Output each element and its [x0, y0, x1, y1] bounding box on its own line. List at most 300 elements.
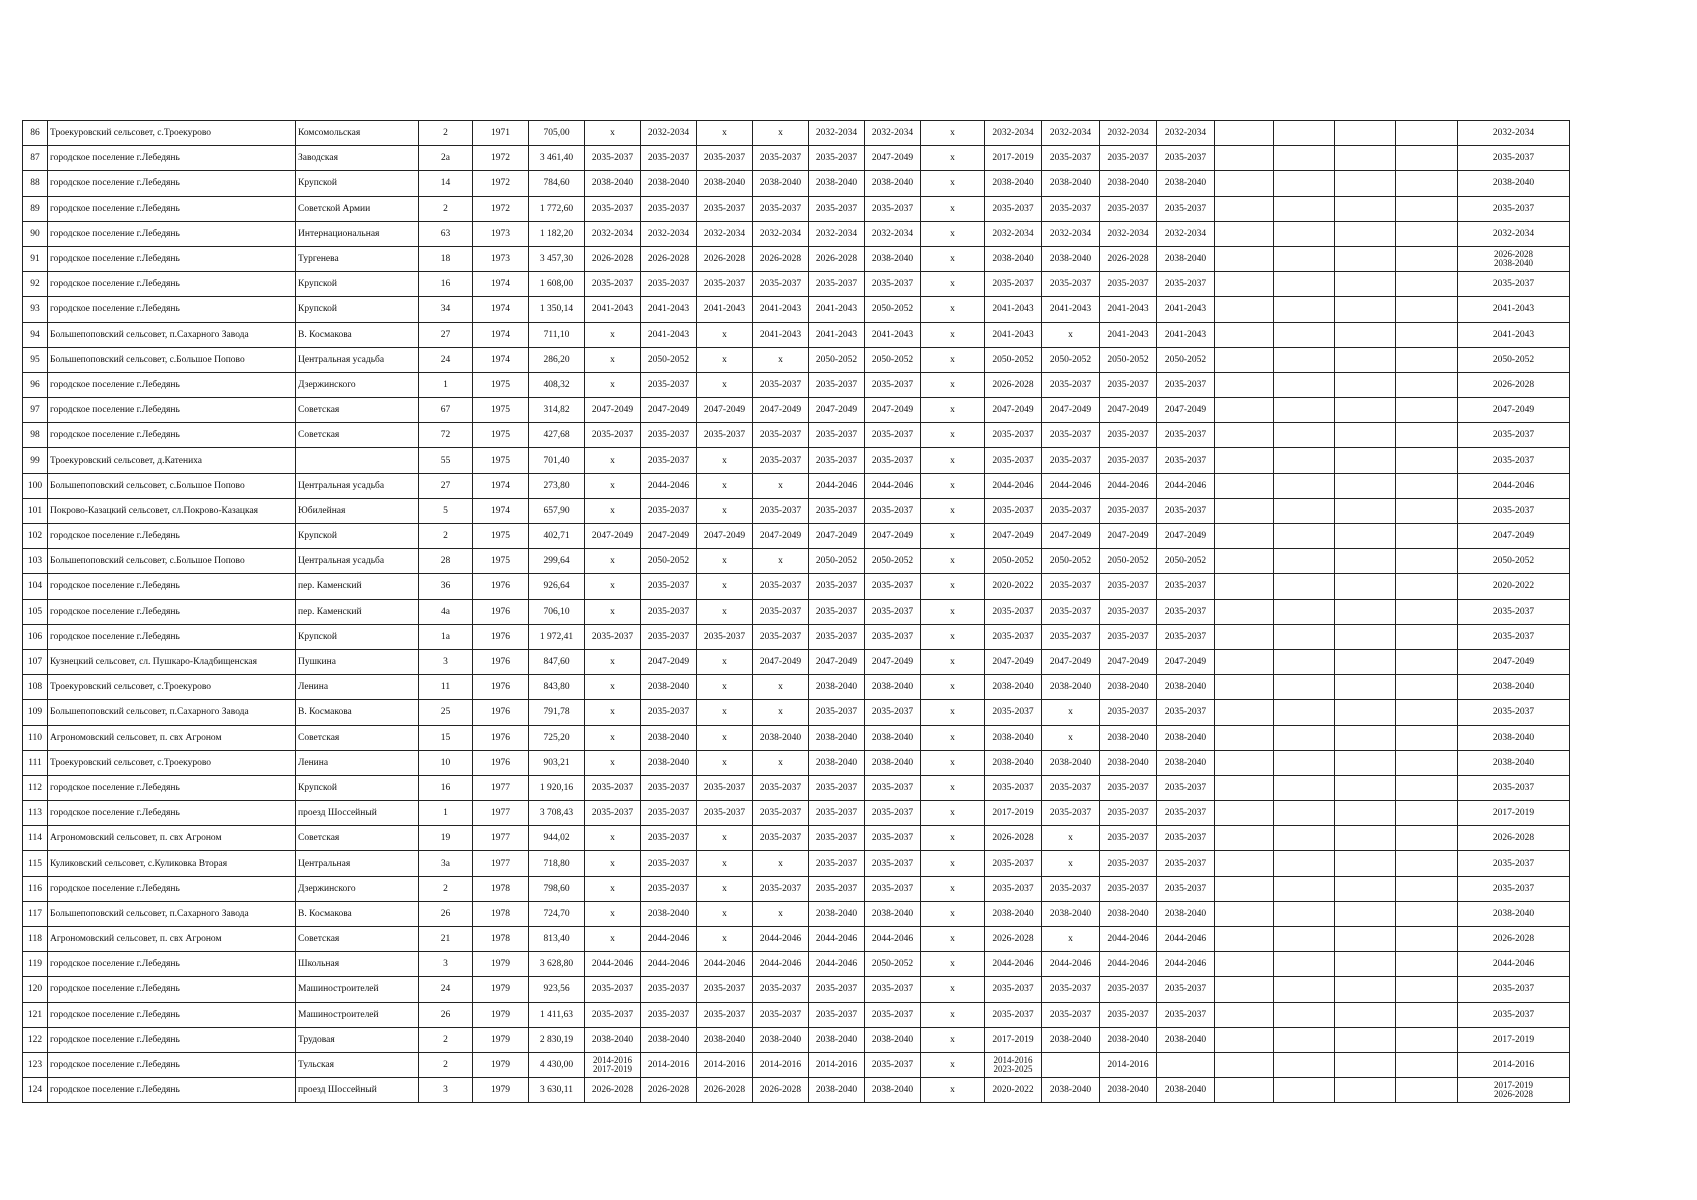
cell-period-col-10: 2047-2049	[1100, 398, 1157, 423]
cell-extra-col-3	[1335, 1052, 1396, 1077]
cell-year-built: 1978	[473, 927, 529, 952]
cell-period-col-10: 2035-2037	[1100, 801, 1157, 826]
cell-extra-col-1	[1215, 549, 1274, 574]
cell-period-col-4: 2035-2037	[753, 423, 809, 448]
cell-period-col-2: 2035-2037	[641, 599, 697, 624]
cell-period-col-3: х	[697, 876, 753, 901]
cell-period-col-7: х	[921, 347, 985, 372]
cell-period-col-1: 2035-2037	[585, 196, 641, 221]
cell-period-col-11: 2038-2040	[1157, 675, 1215, 700]
cell-period-col-1: 2047-2049	[585, 524, 641, 549]
cell-extra-col-2	[1274, 952, 1335, 977]
cell-period-col-6: 2038-2040	[865, 171, 921, 196]
cell-period-col-11: 2038-2040	[1157, 171, 1215, 196]
cell-house-number: 19	[419, 826, 473, 851]
cell-period-col-5: 2047-2049	[809, 398, 865, 423]
cell-period-col-9: 2035-2037	[1042, 272, 1100, 297]
cell-period-col-5: 2050-2052	[809, 549, 865, 574]
table-row	[23, 146, 1570, 171]
cell-period-col-8: 2035-2037	[985, 851, 1042, 876]
cell-period-col-3: 2041-2043	[697, 297, 753, 322]
cell-street: Советской Армии	[296, 196, 419, 221]
cell-period-col-6: 2035-2037	[865, 272, 921, 297]
cell-house-number: 2а	[419, 146, 473, 171]
cell-period-col-5: 2038-2040	[809, 1027, 865, 1052]
cell-area: 1 411,63	[529, 1002, 585, 1027]
cell-overhaul-period: 2035-2037	[1458, 624, 1570, 649]
cell-period-col-10: 2038-2040	[1100, 675, 1157, 700]
cell-period-col-2: 2026-2028	[641, 246, 697, 271]
cell-period-col-5: 2014-2016	[809, 1052, 865, 1077]
cell-period-col-1: х	[585, 826, 641, 851]
cell-overhaul-period: 2017-2019	[1458, 1027, 1570, 1052]
cell-period-col-9: 2035-2037	[1042, 775, 1100, 800]
cell-street: Крупской	[296, 272, 419, 297]
cell-period-col-11: 2035-2037	[1157, 826, 1215, 851]
cell-area: 843,80	[529, 675, 585, 700]
cell-period-col-4: 2035-2037	[753, 372, 809, 397]
table-body	[23, 121, 1570, 1103]
cell-period-col-7: х	[921, 901, 985, 926]
table-row	[23, 826, 1570, 851]
cell-settlement: городское поселение г.Лебедянь	[48, 574, 296, 599]
cell-period-col-5: 2035-2037	[809, 448, 865, 473]
cell-overhaul-period: 2035-2037	[1458, 775, 1570, 800]
cell-period-col-10: 2035-2037	[1100, 448, 1157, 473]
cell-period-col-6: 2050-2052	[865, 297, 921, 322]
cell-period-col-4: 2035-2037	[753, 801, 809, 826]
cell-period-col-7: х	[921, 927, 985, 952]
cell-settlement: Троекуровский сельсовет, с.Троекурово	[48, 675, 296, 700]
cell-extra-col-1	[1215, 448, 1274, 473]
cell-area: 1 608,00	[529, 272, 585, 297]
cell-area: 813,40	[529, 927, 585, 952]
cell-period-col-6: 2032-2034	[865, 121, 921, 146]
cell-extra-col-2	[1274, 146, 1335, 171]
cell-period-col-4: 2035-2037	[753, 498, 809, 523]
cell-period-col-4: 2035-2037	[753, 146, 809, 171]
cell-settlement: Большепоповский сельсовет, с.Большое Попово	[48, 473, 296, 498]
cell-period-col-10: 2035-2037	[1100, 574, 1157, 599]
cell-year-built: 1979	[473, 952, 529, 977]
cell-street: Ленина	[296, 675, 419, 700]
cell-period-col-6: 2047-2049	[865, 524, 921, 549]
cell-period-col-3: 2035-2037	[697, 801, 753, 826]
cell-row-number: 96	[23, 372, 48, 397]
cell-period-col-8: 2035-2037	[985, 448, 1042, 473]
cell-period-col-4: х	[753, 347, 809, 372]
cell-period-col-3: 2032-2034	[697, 221, 753, 246]
cell-period-col-9: 2035-2037	[1042, 372, 1100, 397]
cell-year-built: 1976	[473, 675, 529, 700]
cell-period-col-5: 2035-2037	[809, 977, 865, 1002]
cell-settlement: городское поселение г.Лебедянь	[48, 146, 296, 171]
cell-period-col-8: 2014-2016 2023-2025	[985, 1052, 1042, 1077]
cell-period-col-6: 2035-2037	[865, 574, 921, 599]
table-row	[23, 549, 1570, 574]
cell-street	[296, 448, 419, 473]
cell-period-col-1: х	[585, 927, 641, 952]
cell-extra-col-3	[1335, 246, 1396, 271]
cell-area: 1 182,20	[529, 221, 585, 246]
cell-period-col-9: х	[1042, 826, 1100, 851]
cell-period-col-8: 2047-2049	[985, 524, 1042, 549]
cell-period-col-5: 2038-2040	[809, 750, 865, 775]
cell-period-col-5: 2041-2043	[809, 297, 865, 322]
cell-area: 705,00	[529, 121, 585, 146]
cell-period-col-2: 2035-2037	[641, 498, 697, 523]
cell-area: 701,40	[529, 448, 585, 473]
cell-row-number: 92	[23, 272, 48, 297]
cell-period-col-5: 2038-2040	[809, 171, 865, 196]
cell-row-number: 108	[23, 675, 48, 700]
cell-period-col-3: х	[697, 826, 753, 851]
cell-period-col-11: 2035-2037	[1157, 423, 1215, 448]
cell-period-col-7: х	[921, 952, 985, 977]
cell-period-col-3: х	[697, 927, 753, 952]
cell-period-col-6: 2035-2037	[865, 372, 921, 397]
cell-settlement: городское поселение г.Лебедянь	[48, 196, 296, 221]
cell-street: проезд Шоссейный	[296, 801, 419, 826]
cell-period-col-4: 2038-2040	[753, 725, 809, 750]
cell-row-number: 89	[23, 196, 48, 221]
cell-period-col-6: 2038-2040	[865, 1078, 921, 1103]
cell-period-col-9: х	[1042, 851, 1100, 876]
cell-area: 286,20	[529, 347, 585, 372]
cell-extra-col-4	[1396, 750, 1458, 775]
cell-period-col-7: х	[921, 473, 985, 498]
cell-settlement: городское поселение г.Лебедянь	[48, 977, 296, 1002]
cell-period-col-9: 2044-2046	[1042, 473, 1100, 498]
cell-extra-col-2	[1274, 322, 1335, 347]
cell-extra-col-2	[1274, 473, 1335, 498]
cell-period-col-3: х	[697, 675, 753, 700]
cell-overhaul-period: 2035-2037	[1458, 448, 1570, 473]
cell-period-col-5: 2035-2037	[809, 775, 865, 800]
cell-extra-col-3	[1335, 775, 1396, 800]
cell-extra-col-4	[1396, 171, 1458, 196]
cell-period-col-9: х	[1042, 725, 1100, 750]
cell-street: Комсомольская	[296, 121, 419, 146]
cell-period-col-10: 2038-2040	[1100, 1027, 1157, 1052]
cell-house-number: 2	[419, 876, 473, 901]
cell-period-col-4: 2047-2049	[753, 649, 809, 674]
cell-overhaul-period: 2026-2028	[1458, 826, 1570, 851]
cell-extra-col-1	[1215, 423, 1274, 448]
cell-year-built: 1976	[473, 750, 529, 775]
cell-settlement: Большепоповский сельсовет, п.Сахарного Завода	[48, 901, 296, 926]
cell-period-col-6: 2038-2040	[865, 725, 921, 750]
cell-row-number: 119	[23, 952, 48, 977]
cell-extra-col-2	[1274, 624, 1335, 649]
cell-period-col-3: х	[697, 473, 753, 498]
cell-period-col-7: х	[921, 121, 985, 146]
cell-period-col-11: 2038-2040	[1157, 901, 1215, 926]
cell-extra-col-1	[1215, 649, 1274, 674]
cell-period-col-9: 2035-2037	[1042, 146, 1100, 171]
cell-extra-col-2	[1274, 1002, 1335, 1027]
cell-period-col-2: 2035-2037	[641, 624, 697, 649]
cell-extra-col-2	[1274, 196, 1335, 221]
cell-extra-col-1	[1215, 750, 1274, 775]
cell-house-number: 55	[419, 448, 473, 473]
cell-period-col-7: х	[921, 977, 985, 1002]
cell-row-number: 122	[23, 1027, 48, 1052]
cell-extra-col-4	[1396, 423, 1458, 448]
cell-overhaul-period: 2032-2034	[1458, 221, 1570, 246]
cell-extra-col-1	[1215, 196, 1274, 221]
cell-row-number: 110	[23, 725, 48, 750]
cell-extra-col-4	[1396, 901, 1458, 926]
cell-extra-col-3	[1335, 498, 1396, 523]
cell-period-col-7: х	[921, 1027, 985, 1052]
cell-year-built: 1975	[473, 448, 529, 473]
cell-house-number: 26	[419, 901, 473, 926]
cell-settlement: Агрономовский сельсовет, п. свх Агроном	[48, 826, 296, 851]
cell-overhaul-period: 2044-2046	[1458, 473, 1570, 498]
cell-overhaul-period: 2035-2037	[1458, 851, 1570, 876]
table-row	[23, 473, 1570, 498]
cell-year-built: 1977	[473, 826, 529, 851]
cell-period-col-9: 2035-2037	[1042, 801, 1100, 826]
cell-period-col-3: 2014-2016	[697, 1052, 753, 1077]
cell-period-col-10: 2035-2037	[1100, 196, 1157, 221]
cell-settlement: Троекуровский сельсовет, д.Катениха	[48, 448, 296, 473]
cell-period-col-7: х	[921, 146, 985, 171]
cell-period-col-8: 2035-2037	[985, 1002, 1042, 1027]
cell-extra-col-4	[1396, 549, 1458, 574]
cell-extra-col-1	[1215, 624, 1274, 649]
cell-extra-col-4	[1396, 977, 1458, 1002]
cell-extra-col-3	[1335, 977, 1396, 1002]
cell-area: 798,60	[529, 876, 585, 901]
cell-house-number: 63	[419, 221, 473, 246]
cell-period-col-3: х	[697, 549, 753, 574]
table-row	[23, 1027, 1570, 1052]
cell-house-number: 2	[419, 1052, 473, 1077]
cell-year-built: 1973	[473, 246, 529, 271]
cell-period-col-8: 2026-2028	[985, 826, 1042, 851]
cell-period-col-8: 2035-2037	[985, 423, 1042, 448]
cell-area: 903,21	[529, 750, 585, 775]
cell-period-col-9: 2035-2037	[1042, 196, 1100, 221]
cell-extra-col-4	[1396, 649, 1458, 674]
cell-street: Крупской	[296, 524, 419, 549]
cell-period-col-10: 2035-2037	[1100, 700, 1157, 725]
cell-extra-col-2	[1274, 927, 1335, 952]
cell-extra-col-2	[1274, 574, 1335, 599]
cell-area: 402,71	[529, 524, 585, 549]
cell-period-col-5: 2035-2037	[809, 624, 865, 649]
cell-period-col-9: 2035-2037	[1042, 624, 1100, 649]
cell-period-col-11: 2038-2040	[1157, 246, 1215, 271]
cell-street: Юбилейная	[296, 498, 419, 523]
cell-extra-col-1	[1215, 297, 1274, 322]
cell-period-col-3: 2035-2037	[697, 196, 753, 221]
cell-period-col-1: х	[585, 876, 641, 901]
cell-period-col-2: 2041-2043	[641, 297, 697, 322]
cell-extra-col-1	[1215, 977, 1274, 1002]
cell-period-col-9: 2047-2049	[1042, 649, 1100, 674]
cell-period-col-7: х	[921, 876, 985, 901]
cell-period-col-8: 2017-2019	[985, 1027, 1042, 1052]
cell-period-col-2: 2038-2040	[641, 1027, 697, 1052]
cell-period-col-8: 2035-2037	[985, 599, 1042, 624]
cell-period-col-9: 2041-2043	[1042, 297, 1100, 322]
cell-extra-col-2	[1274, 700, 1335, 725]
table-row	[23, 272, 1570, 297]
cell-extra-col-4	[1396, 876, 1458, 901]
cell-extra-col-1	[1215, 246, 1274, 271]
cell-extra-col-1	[1215, 347, 1274, 372]
cell-overhaul-period: 2017-2019 2026-2028	[1458, 1078, 1570, 1103]
cell-period-col-8: 2047-2049	[985, 398, 1042, 423]
cell-year-built: 1974	[473, 473, 529, 498]
table-row	[23, 1078, 1570, 1103]
cell-period-col-1: х	[585, 901, 641, 926]
cell-period-col-3: 2047-2049	[697, 398, 753, 423]
cell-extra-col-3	[1335, 675, 1396, 700]
cell-period-col-3: 2047-2049	[697, 524, 753, 549]
cell-period-col-1: 2044-2046	[585, 952, 641, 977]
cell-period-col-1: 2047-2049	[585, 398, 641, 423]
cell-period-col-7: х	[921, 750, 985, 775]
cell-period-col-5: 2026-2028	[809, 246, 865, 271]
cell-row-number: 104	[23, 574, 48, 599]
cell-period-col-5: 2041-2043	[809, 322, 865, 347]
cell-period-col-6: 2035-2037	[865, 700, 921, 725]
cell-settlement: городское поселение г.Лебедянь	[48, 1078, 296, 1103]
cell-extra-col-2	[1274, 876, 1335, 901]
cell-extra-col-2	[1274, 1052, 1335, 1077]
cell-period-col-10: 2038-2040	[1100, 1078, 1157, 1103]
cell-area: 944,02	[529, 826, 585, 851]
cell-extra-col-1	[1215, 599, 1274, 624]
cell-overhaul-period: 2035-2037	[1458, 599, 1570, 624]
cell-period-col-6: 2050-2052	[865, 347, 921, 372]
cell-period-col-9: 2047-2049	[1042, 524, 1100, 549]
cell-extra-col-2	[1274, 423, 1335, 448]
cell-period-col-2: 2038-2040	[641, 901, 697, 926]
cell-street: Крупской	[296, 297, 419, 322]
table-row	[23, 372, 1570, 397]
cell-row-number: 86	[23, 121, 48, 146]
cell-period-col-11: 2038-2040	[1157, 750, 1215, 775]
cell-period-col-2: 2014-2016	[641, 1052, 697, 1077]
cell-street: В. Космакова	[296, 322, 419, 347]
cell-period-col-11: 2035-2037	[1157, 448, 1215, 473]
cell-period-col-6: 2050-2052	[865, 549, 921, 574]
cell-period-col-3: х	[697, 700, 753, 725]
cell-extra-col-2	[1274, 372, 1335, 397]
table-row	[23, 675, 1570, 700]
cell-extra-col-4	[1396, 372, 1458, 397]
cell-period-col-1: х	[585, 473, 641, 498]
cell-period-col-6: 2047-2049	[865, 146, 921, 171]
cell-period-col-1: 2035-2037	[585, 801, 641, 826]
cell-settlement: городское поселение г.Лебедянь	[48, 171, 296, 196]
table-row	[23, 498, 1570, 523]
cell-extra-col-3	[1335, 272, 1396, 297]
cell-overhaul-period: 2047-2049	[1458, 398, 1570, 423]
cell-extra-col-1	[1215, 826, 1274, 851]
cell-period-col-6: 2035-2037	[865, 977, 921, 1002]
cell-settlement: городское поселение г.Лебедянь	[48, 524, 296, 549]
cell-extra-col-1	[1215, 1052, 1274, 1077]
cell-row-number: 91	[23, 246, 48, 271]
cell-row-number: 97	[23, 398, 48, 423]
cell-period-col-11: 2032-2034	[1157, 121, 1215, 146]
cell-street: Интернациональная	[296, 221, 419, 246]
table-row	[23, 952, 1570, 977]
cell-period-col-3: х	[697, 725, 753, 750]
table-row	[23, 649, 1570, 674]
cell-overhaul-period: 2038-2040	[1458, 725, 1570, 750]
cell-street: Крупской	[296, 171, 419, 196]
table-row	[23, 297, 1570, 322]
cell-period-col-7: х	[921, 675, 985, 700]
cell-period-col-7: х	[921, 196, 985, 221]
cell-period-col-4: х	[753, 121, 809, 146]
cell-area: 706,10	[529, 599, 585, 624]
cell-period-col-8: 2041-2043	[985, 322, 1042, 347]
cell-period-col-11: 2035-2037	[1157, 372, 1215, 397]
cell-period-col-6: 2035-2037	[865, 196, 921, 221]
cell-period-col-1: х	[585, 372, 641, 397]
cell-area: 3 708,43	[529, 801, 585, 826]
cell-period-col-11: 2041-2043	[1157, 297, 1215, 322]
cell-house-number: 24	[419, 347, 473, 372]
cell-extra-col-4	[1396, 297, 1458, 322]
cell-settlement: городское поселение г.Лебедянь	[48, 398, 296, 423]
cell-period-col-4: 2035-2037	[753, 624, 809, 649]
cell-year-built: 1976	[473, 574, 529, 599]
cell-house-number: 11	[419, 675, 473, 700]
cell-row-number: 105	[23, 599, 48, 624]
cell-year-built: 1978	[473, 876, 529, 901]
cell-period-col-10: 2035-2037	[1100, 599, 1157, 624]
cell-area: 791,78	[529, 700, 585, 725]
cell-period-col-11: 2050-2052	[1157, 347, 1215, 372]
cell-period-col-4: 2035-2037	[753, 826, 809, 851]
cell-house-number: 1а	[419, 624, 473, 649]
table-row	[23, 121, 1570, 146]
cell-extra-col-2	[1274, 448, 1335, 473]
cell-extra-col-4	[1396, 851, 1458, 876]
cell-period-col-5: 2035-2037	[809, 599, 865, 624]
cell-period-col-7: х	[921, 171, 985, 196]
cell-extra-col-2	[1274, 801, 1335, 826]
cell-area: 1 972,41	[529, 624, 585, 649]
cell-area: 657,90	[529, 498, 585, 523]
cell-period-col-6: 2035-2037	[865, 1052, 921, 1077]
cell-extra-col-1	[1215, 171, 1274, 196]
cell-period-col-2: 2035-2037	[641, 1002, 697, 1027]
cell-extra-col-2	[1274, 121, 1335, 146]
table-row	[23, 322, 1570, 347]
cell-period-col-10: 2026-2028	[1100, 246, 1157, 271]
cell-extra-col-1	[1215, 473, 1274, 498]
cell-area: 299,64	[529, 549, 585, 574]
cell-overhaul-period: 2038-2040	[1458, 750, 1570, 775]
cell-street: Центральная	[296, 851, 419, 876]
cell-house-number: 3	[419, 649, 473, 674]
cell-extra-col-3	[1335, 171, 1396, 196]
cell-house-number: 10	[419, 750, 473, 775]
cell-period-col-11: 2044-2046	[1157, 927, 1215, 952]
cell-settlement: городское поселение г.Лебедянь	[48, 775, 296, 800]
cell-period-col-10: 2041-2043	[1100, 297, 1157, 322]
